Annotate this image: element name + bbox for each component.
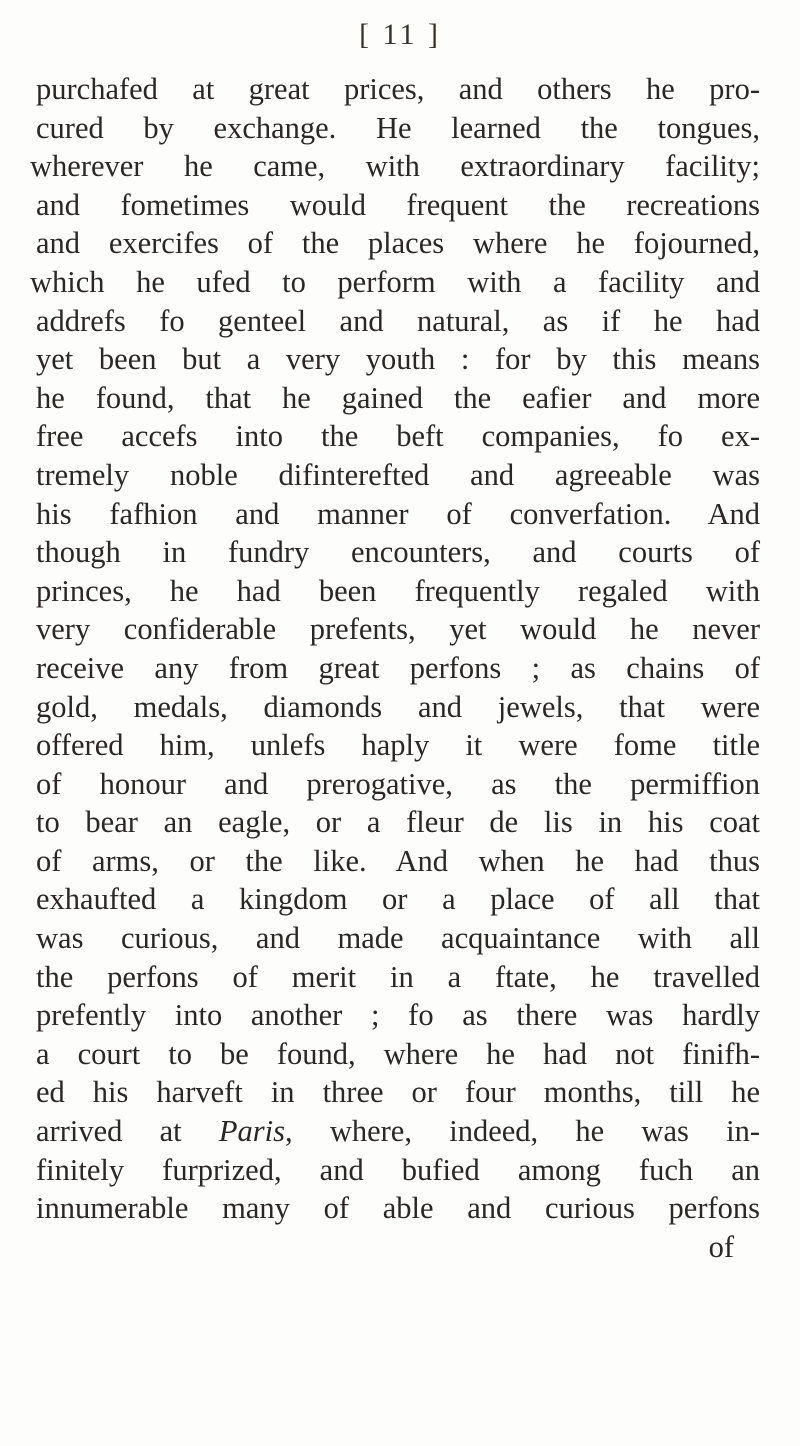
catchword: of bbox=[708, 1229, 734, 1264]
text-line: innumerable many of able and curious perfons bbox=[36, 1191, 760, 1226]
text-line: yet been but a very youth : for by this means bbox=[36, 342, 760, 377]
text-line: exhaufted a kingdom or a place of all that bbox=[36, 882, 760, 917]
text-line: and exercifes of the places where he fojourned, bbox=[36, 226, 760, 261]
text-line: of honour and prerogative, as the permiffion bbox=[36, 766, 760, 801]
text-line: though in fundry encounters, and courts of bbox=[36, 535, 760, 570]
text-line: offered him, unlefs haply it were fome title bbox=[36, 728, 760, 763]
text-line: gold, medals, diamonds and jewels, that were bbox=[36, 689, 760, 724]
text-line: of arms, or the like. And when he had thus bbox=[36, 843, 760, 878]
text-line: very confiderable prefents, yet would he never bbox=[36, 612, 760, 647]
text-line: which he ufed to perform with a facility and bbox=[30, 264, 760, 299]
text-line: he found, that he gained the eafier and more bbox=[36, 380, 760, 415]
text-line: princes, he had been frequently regaled with bbox=[36, 573, 760, 608]
text-line: prefently into another ; fo as there was hardly bbox=[36, 998, 760, 1033]
text-line: receive any from great perfons ; as chains of bbox=[36, 650, 760, 685]
text-line: was curious, and made acquaintance with all bbox=[36, 921, 760, 956]
text-line: wherever he came, with extraordinary facility; bbox=[30, 149, 760, 184]
line-text: , where, indeed, he was in- bbox=[284, 1114, 760, 1149]
text-line: tremely noble difinterefted and agreeable was bbox=[36, 457, 760, 492]
text-line-with-place-name bbox=[36, 1112, 760, 1151]
text-line: free accefs into the beft companies, fo ex- bbox=[36, 419, 760, 454]
text-line: and fometimes would frequent the recreations bbox=[36, 187, 760, 222]
text-line: a court to be found, where he had not finifh- bbox=[36, 1036, 760, 1071]
text-line: purchafed at great prices, and others he pro- bbox=[36, 72, 760, 106]
body-text bbox=[30, 70, 760, 1266]
text-line: to bear an eagle, or a fleur de lis in his coat bbox=[36, 805, 760, 840]
text-line: the perfons of merit in a ftate, he travelled bbox=[36, 959, 760, 994]
place-name-paris: Paris bbox=[218, 1114, 285, 1149]
text-line: his fafhion and manner of converfation. And bbox=[36, 496, 760, 531]
text-line: ed his harveft in three or four months, till he bbox=[36, 1075, 760, 1110]
text-line: cured by exchange. He learned the tongues, bbox=[36, 110, 760, 145]
text-line: finitely furprized, and bufied among fuch an bbox=[36, 1152, 760, 1187]
text-line: addrefs fo genteel and natural, as if he had bbox=[36, 303, 760, 338]
page-number: [ 11 ] bbox=[359, 18, 441, 51]
line-text: arrived at bbox=[36, 1114, 219, 1149]
